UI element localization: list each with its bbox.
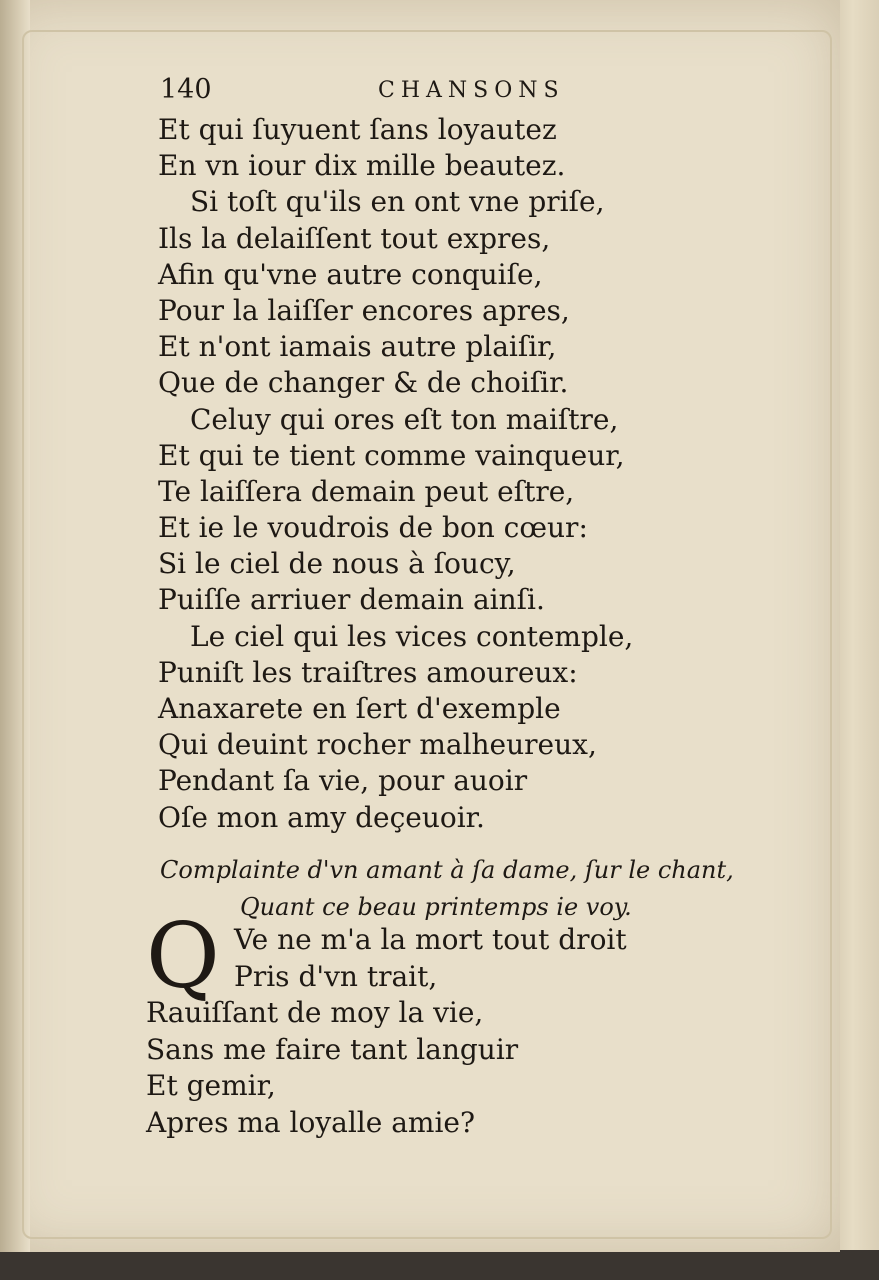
second-song-line: Rauiſſant de moy la vie, (146, 996, 484, 1030)
verse-line: Pendant ſa vie, pour auoir (158, 764, 528, 798)
verse-line: Et qui te tient comme vainqueur, (158, 438, 625, 472)
second-song-line: Pris d'vn trait, (234, 959, 438, 993)
verse-line: Le ciel qui les vices contemple, (190, 619, 634, 653)
song-heading (160, 852, 800, 926)
verse-line: Afin qu'vne autre conquiſe, (158, 257, 543, 291)
second-song-line: Et gemir, (146, 1069, 276, 1103)
page-number: 140 (160, 74, 212, 105)
song-heading-line-1: Complainte d'vn amant à ſa dame, ſur le chant, (160, 856, 734, 884)
running-title: CHANSONS (378, 78, 565, 103)
verse-line: Et ie le voudrois de bon cœur: (158, 511, 588, 545)
drop-cap: Q (146, 904, 220, 1009)
verse-line: Anaxarete en ſert d'exemple (158, 692, 561, 725)
verse-line: Si toſt qu'ils en ont vne priſe, (190, 185, 605, 219)
verse-line: Qui deuint rocher malheureux, (158, 728, 597, 762)
verse-line: Puniſt les traiſtres amoureux: (158, 655, 578, 689)
verse-line: Te laiſſera demain peut eſtre, (158, 474, 575, 508)
verse-line: En vn iour dix mille beautez. (158, 149, 566, 183)
verse-line: Si le ciel de nous à ſoucy, (158, 547, 516, 581)
song-heading-line-2: Quant ce beau printemps ie voy. (240, 893, 632, 921)
verse-line: Et n'ont iamais autre plaiſir, (158, 330, 557, 364)
second-song-line: Ve ne m'a la mort tout droit (234, 923, 627, 956)
second-song-verse (146, 922, 796, 1142)
verse-line: Puiſſe arriuer demain ainſi. (158, 583, 545, 617)
verse-line: Que de changer & de choiſir. (158, 366, 569, 400)
verse-line: Celuy qui ores eſt ton maiſtre, (190, 402, 619, 436)
verse-line: Pour la laiſſer encores apres, (158, 293, 570, 327)
verse-line: Et qui ſuyuent ſans loyautez (158, 113, 557, 146)
verse-line: Ils la delaiſſent tout expres, (158, 221, 551, 255)
verse-block (158, 112, 808, 836)
second-song-line: Apres ma loyalle amie? (146, 1105, 475, 1139)
second-song-line: Sans me faire tant languir (146, 1032, 519, 1066)
verse-line: Oſe mon amy deçeuoir. (158, 800, 485, 834)
